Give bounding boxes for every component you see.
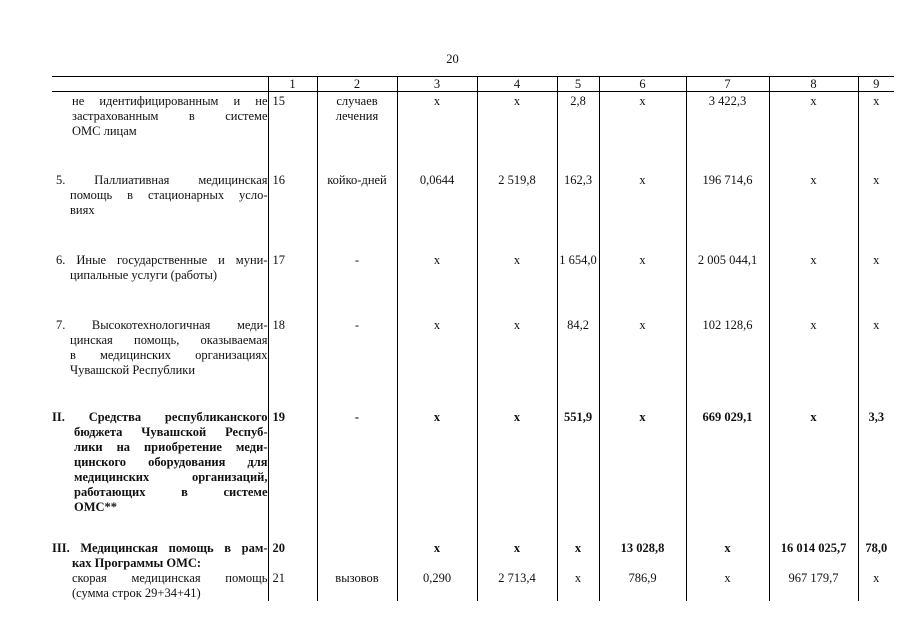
value-col3: 0,290 [397,571,477,601]
column-number: 4 [477,77,557,92]
value-col4: x [477,253,557,318]
value-col5: x [557,571,599,601]
table-row [52,253,894,318]
value-col6: x [599,253,686,318]
value-col6: 786,9 [599,571,686,601]
row-description-line: в медицинских организациях [70,348,268,362]
value-col3: x [397,253,477,318]
table-row [52,173,894,253]
line-number: 21 [268,571,317,601]
row-description-line: помощь в стационарных усло- [70,188,268,202]
value-col4: 2 713,4 [477,571,557,601]
value-col7: 196 714,6 [686,173,769,253]
value-col6: x [599,410,686,541]
value-col9: x [858,571,894,601]
row-description-line: работающих в системе [74,485,268,499]
data-table [52,76,894,601]
value-col7: 102 128,6 [686,318,769,410]
value-col4: x [477,410,557,541]
row-description-line: застрахованным в системе [72,109,268,123]
value-col8: x [769,173,858,253]
table-row [52,541,894,571]
row-description-line: ОМС лицам [72,124,137,138]
row-description [52,410,268,541]
row-description-line: цинского оборудования для [74,455,268,469]
column-number: 6 [599,77,686,92]
value-col7: 3 422,3 [686,92,769,174]
value-col6: x [599,92,686,174]
row-description [52,571,268,601]
row-description-line: (сумма строк 29+34+41) [72,586,201,600]
value-col8: x [769,92,858,174]
value-col8: 967 179,7 [769,571,858,601]
row-description-line: ципальные услуги (работы) [70,268,218,282]
value-col8: x [769,253,858,318]
value-col3: 0,0644 [397,173,477,253]
value-col9: 3,3 [858,410,894,541]
value-col6: 13 028,8 [599,541,686,571]
value-col3: x [397,92,477,174]
value-col8: x [769,318,858,410]
value-col5: 551,9 [557,410,599,541]
value-col7: x [686,571,769,601]
column-number: 3 [397,77,477,92]
value-col7: x [686,541,769,571]
table-row [52,571,894,601]
unit: койко-дней [317,173,397,253]
line-number: 15 [268,92,317,174]
value-col9: 78,0 [858,541,894,571]
column-number: 7 [686,77,769,92]
row-description-line: ОМС** [74,500,118,514]
table-row [52,410,894,541]
value-col9: x [858,173,894,253]
value-col7: 669 029,1 [686,410,769,541]
row-description-line: ках Программы ОМС: [72,556,202,570]
row-description-line: 5. Паллиативная медицинская [56,173,268,187]
unit [317,541,397,571]
column-number: 1 [268,77,317,92]
column-number: 2 [317,77,397,92]
value-col8: x [769,410,858,541]
row-description-line: цинская помощь, оказываемая [70,333,268,347]
row-description-line: 6. Иные государственные и муни- [56,253,268,267]
value-col4: x [477,318,557,410]
row-description-line: III. Медицинская помощь в рам- [52,541,268,555]
unit: случаев лечения [317,92,397,174]
row-description-line: Чувашской Республики [70,363,196,377]
line-number: 19 [268,410,317,541]
value-col6: x [599,318,686,410]
value-col5: x [557,541,599,571]
row-description [52,92,268,174]
column-number-blank [52,77,268,92]
value-col5: 162,3 [557,173,599,253]
value-col3: x [397,410,477,541]
value-col5: 2,8 [557,92,599,174]
row-description [52,541,268,571]
unit: вызовов [317,571,397,601]
value-col9: x [858,92,894,174]
line-number: 16 [268,173,317,253]
value-col5: 84,2 [557,318,599,410]
line-number: 18 [268,318,317,410]
value-col9: x [858,318,894,410]
value-col3: x [397,318,477,410]
row-description-line: медицинских организаций, [74,470,268,484]
row-description [52,253,268,318]
line-number: 20 [268,541,317,571]
value-col8: 16 014 025,7 [769,541,858,571]
row-description-line: 7. Высокотехнологичная меди- [56,318,268,332]
row-description-line: лики на приобретение меди- [74,440,268,454]
row-description [52,318,268,410]
row-description-line: не идентифицированным и не [72,94,268,108]
value-col5: 1 654,0 [557,253,599,318]
value-col3: x [397,541,477,571]
value-col4: x [477,92,557,174]
unit: - [317,253,397,318]
table-body [52,92,894,602]
column-number-row [52,77,894,92]
row-description-line: II. Средства республиканского [52,410,268,424]
page-number: 20 [446,52,459,66]
column-number: 8 [769,77,858,92]
unit: - [317,318,397,410]
unit: - [317,410,397,541]
value-col7: 2 005 044,1 [686,253,769,318]
value-col9: x [858,253,894,318]
row-description-line: бюджета Чувашской Респуб- [74,425,268,439]
row-description [52,173,268,253]
table-row [52,318,894,410]
row-description-line: скорая медицинская помощь [72,571,268,585]
line-number: 17 [268,253,317,318]
value-col4: 2 519,8 [477,173,557,253]
value-col6: x [599,173,686,253]
column-number: 5 [557,77,599,92]
row-description-line: виях [70,203,95,217]
column-number: 9 [858,77,894,92]
value-col4: x [477,541,557,571]
table-row [52,92,894,174]
